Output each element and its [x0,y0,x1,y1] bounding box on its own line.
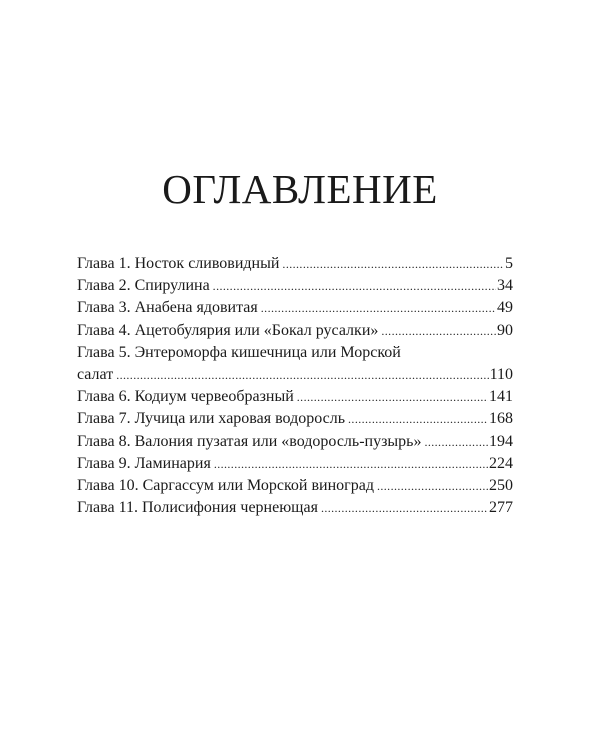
dot-leader [282,253,504,275]
toc-entry-8[interactable] [77,431,513,453]
toc-entry-page: 277 [489,499,513,517]
toc-entry-page: 224 [489,454,513,472]
dot-leader [261,297,496,319]
dot-leader [321,497,488,519]
toc-entry-2[interactable] [77,275,513,297]
toc-entry-1[interactable] [77,253,513,275]
dot-leader [214,453,488,475]
toc-entry-9[interactable] [77,453,513,475]
toc-entry-title: Глава 5. Энтероморфа кишечница или Морской [77,343,401,361]
dot-leader [116,364,488,386]
toc-entry-title: Глава 1. Носток сливовидный [77,255,280,272]
toc-entry-title: Глава 3. Анабена ядовитая [77,299,258,317]
toc-entry-7[interactable] [77,408,513,430]
toc-entry-title: Глава 8. Валония пузатая или «водоросль-пузырь» [77,432,422,450]
toc-entry-page: 168 [489,410,513,428]
toc-entry-page: 250 [489,476,513,494]
toc-entry-title: Глава 7. Лучица или харовая водоросль [77,410,346,428]
toc-entry-page: 110 [489,365,513,383]
toc-entry-11[interactable] [77,497,513,519]
dot-leader [377,475,488,497]
table-of-contents [77,253,513,519]
dot-leader [348,408,488,430]
dot-leader [424,431,488,453]
toc-entry-3[interactable] [77,297,513,319]
toc-entry-title-continued: салат [77,365,114,383]
toc-entry-title: Глава 2. Спирулина [77,277,210,295]
toc-entry-page: 194 [489,432,513,450]
toc-entry-5[interactable] [77,342,513,386]
toc-entry-page: 34 [497,277,513,295]
toc-entry-title: Глава 4. Ацетобулярия или «Бокал русалки» [77,321,379,339]
toc-entry-6[interactable] [77,386,513,408]
toc-entry-title: Глава 6. Кодиум червеобразный [77,388,294,406]
toc-entry-page: 141 [489,388,513,406]
toc-entry-title: Глава 9. Ламинария [77,454,211,472]
toc-entry-4[interactable] [77,320,513,342]
toc-entry-title: Глава 11. Полисифония чернеющая [77,499,318,517]
toc-entry-page: 49 [497,299,513,317]
page-title: ОГЛАВЛЕНИЕ [162,166,438,212]
dot-leader [213,275,496,297]
toc-entry-page: 90 [497,321,513,339]
toc-entry-title: Глава 10. Саргассум или Морской виноград [77,476,374,494]
dot-leader [381,320,496,342]
dot-leader [297,386,488,408]
toc-entry-page: 5 [505,255,513,272]
toc-entry-10[interactable] [77,475,513,497]
